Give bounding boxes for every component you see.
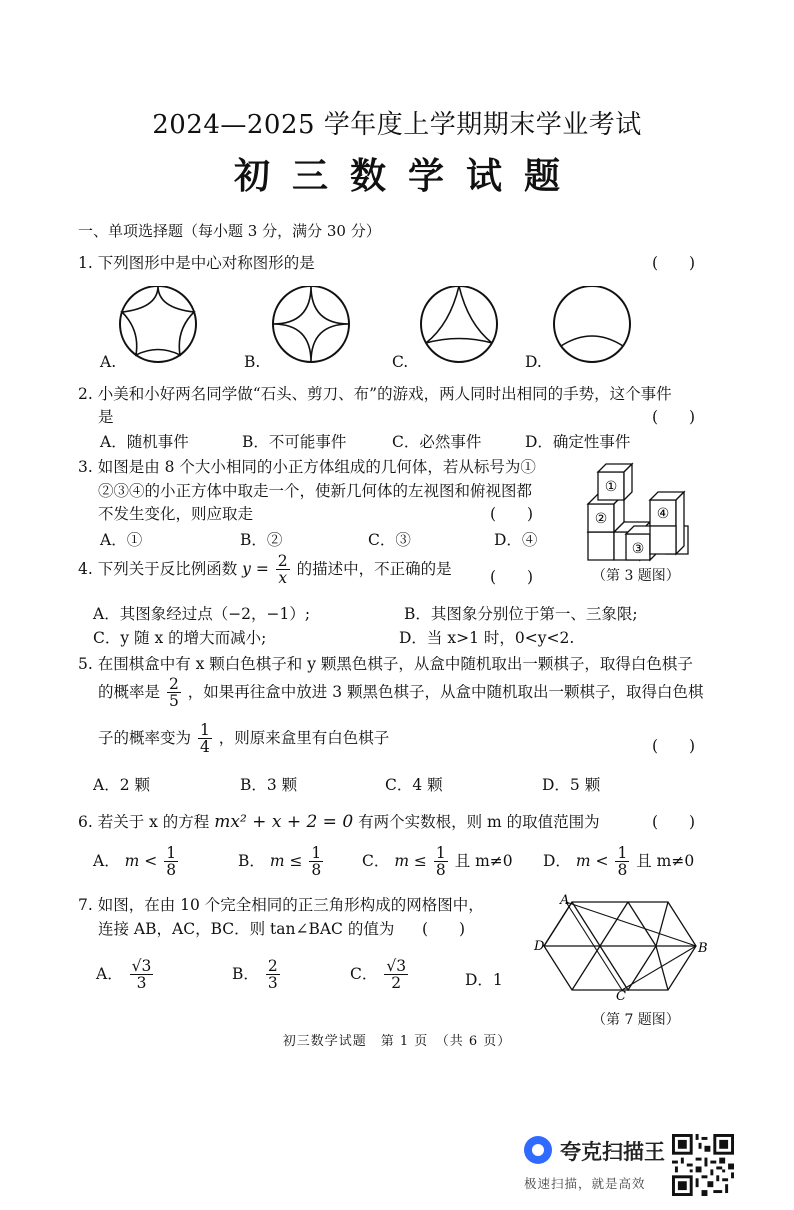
q3-cube-figure (584, 462, 694, 562)
q4-stem-pre: 4. 下列关于反比例函数 (78, 559, 238, 578)
q6-equation: mx² + x + 2 = 0 (214, 812, 354, 832)
q7-stem-line1: 7. 如图，在由 10 个完全相同的正三角形构成的网格图中， (78, 896, 484, 914)
q7-answer-paren: ( ) (422, 920, 466, 938)
q1-figures (118, 286, 638, 370)
q3-label-1: ① (604, 479, 618, 495)
q4-answer-paren: ( ) (490, 568, 534, 586)
q6-stem-post: 有两个实数根，则 m 的取值范围为 (358, 813, 600, 831)
q5-frac1-num: 2 (168, 675, 179, 693)
q6-c-den: 8 (435, 861, 446, 880)
page-footer: 初三数学试题 第 1 页 （共 6 页） (282, 1034, 512, 1049)
q2-option-b: B．不可能事件 (242, 433, 347, 451)
q5-line3-post: ，则原来盒里有白色棋子 (218, 728, 390, 747)
q4-func-fraction (276, 553, 290, 587)
q7-b-den: 3 (267, 974, 278, 993)
q7-a-den: 3 (136, 974, 147, 993)
q6-option-b (238, 845, 325, 879)
q5-stem-line2 (98, 676, 703, 710)
q5-fraction-2 (198, 722, 212, 756)
q6-c-label: C． (362, 851, 390, 870)
q2-answer-paren: ( ) (652, 408, 696, 426)
q3-option-d: D．④ (494, 531, 538, 549)
q6-a-num: 1 (166, 844, 177, 862)
q4-func-den: x (278, 569, 288, 588)
q3-answer-paren: ( ) (490, 505, 534, 523)
q1-option-d: D. (525, 353, 542, 371)
q2-stem-line2: 是 (98, 408, 114, 426)
q3-option-c: C．③ (368, 531, 411, 549)
q7-stem-line2: 连接 AB，AC，BC．则 tan∠BAC 的值为 (98, 920, 395, 938)
q4-option-c: C．y 随 x 的增大而减小; (93, 629, 267, 647)
section-heading: 一、单项选择题（每小题 3 分，满分 30 分） (78, 222, 381, 240)
q3-stem-line3: 不发生变化，则应取走 (98, 505, 254, 523)
subject-title: 初三数学试题 (233, 155, 582, 197)
q7-option-d: D．1 (465, 971, 503, 989)
q3-stem-line2: ②③④的小正方体中取走一个，使新几何体的左视图和俯视图都 (98, 482, 533, 500)
q6-d-rel: m < (575, 851, 609, 870)
q4-stem-post: 的描述中，不正确的是 (296, 559, 452, 578)
q6-d-num: 1 (617, 844, 628, 862)
q6-c-rel: m ≤ (394, 851, 427, 870)
q5-line3-pre: 子的概率变为 (98, 728, 192, 747)
q7-point-b: B (698, 941, 708, 956)
q6-b-fraction (309, 845, 323, 879)
q3-stem-line1: 3. 如图是由 8 个大小相同的小正方体组成的几何体，若从标号为① (78, 458, 536, 476)
q6-b-den: 8 (311, 861, 322, 880)
q6-d-fraction (615, 845, 629, 879)
q3-label-4: ④ (656, 506, 670, 522)
q6-option-a (93, 845, 180, 879)
q1-answer-paren: ( ) (652, 254, 696, 272)
q6-a-rel: m < (124, 851, 158, 870)
q7-b-fraction (266, 958, 280, 992)
q5-option-a: A．2 颗 (93, 776, 150, 794)
q6-a-den: 8 (166, 861, 177, 880)
q1-option-b: B. (244, 353, 261, 371)
q6-b-label: B． (238, 851, 265, 870)
q5-stem-line1: 5. 在围棋盒中有 x 颗白色棋子和 y 颗黑色棋子，从盒中随机取出一颗棋子，取得白色棋子 (78, 655, 693, 673)
scanner-watermark (520, 1134, 670, 1196)
q5-option-d: D．5 颗 (542, 776, 601, 794)
q7-b-num: 2 (267, 957, 278, 975)
q7-point-c: C (616, 989, 626, 1002)
q7-point-d: D (534, 939, 545, 954)
q1-option-c: C. (392, 353, 409, 371)
q7-c-label: C． (350, 964, 378, 983)
q7-a-fraction (130, 958, 154, 992)
q4-func-num: 2 (277, 552, 288, 570)
q5-frac1-den: 5 (168, 692, 179, 711)
q5-option-c: C．4 颗 (385, 776, 443, 794)
q3-label-3: ③ (631, 541, 645, 557)
q7-figure-caption: （第 7 题图） (592, 1012, 680, 1028)
q7-option-c (350, 958, 410, 992)
q1-option-a: A. (100, 353, 117, 371)
scanner-logo-icon (524, 1136, 552, 1164)
q5-fraction-1 (167, 676, 181, 710)
q6-d-den: 8 (617, 861, 628, 880)
q3-label-2: ② (594, 511, 608, 527)
q6-a-fraction (164, 845, 178, 879)
q5-line2-post: ，如果再往盒中放进 3 颗黑色棋子，从盒中随机取出一颗棋子，取得白色棋 (187, 682, 704, 701)
q1-stem: 1. 下列图形中是中心对称图形的是 (78, 254, 315, 272)
q3-figure-caption: （第 3 题图） (592, 568, 680, 584)
q4-option-a: A．其图象经过点（−2，−1）; (93, 605, 311, 623)
q5-frac2-den: 4 (199, 738, 210, 757)
q4-option-b: B．其图象分别位于第一、三象限; (404, 605, 638, 623)
q2-option-a: A．随机事件 (100, 433, 189, 451)
q6-option-c (362, 845, 513, 879)
q7-c-num: √3 (386, 957, 407, 975)
q6-option-d (543, 845, 694, 879)
q6-a-label: A． (93, 851, 120, 870)
q4-func-lhs: y = (242, 559, 269, 578)
q7-option-b (232, 958, 282, 992)
qr-code-icon (672, 1134, 734, 1196)
q6-c-post: 且 m≠0 (454, 851, 513, 870)
q5-answer-paren: ( ) (652, 737, 696, 755)
q1-figure-a (120, 286, 196, 362)
q5-option-b: B．3 颗 (240, 776, 298, 794)
q2-option-d: D．确定性事件 (525, 433, 631, 451)
q4-option-d: D．当 x>1 时，0<y<2. (399, 629, 575, 647)
q7-option-a (96, 958, 155, 992)
q6-c-num: 1 (435, 844, 446, 862)
q6-c-fraction (434, 845, 448, 879)
q6-answer-paren: ( ) (652, 813, 696, 831)
q7-point-a: A (560, 893, 570, 908)
q4-stem (78, 553, 452, 587)
q7-c-fraction (384, 958, 408, 992)
q2-stem-line1: 2. 小美和小好两名同学做“石头、剪刀、布”的游戏，两人同时出相同的手势，这个事件 (78, 385, 672, 403)
q6-b-num: 1 (311, 844, 322, 862)
q1-figure-b (273, 286, 349, 362)
q1-figure-d (554, 286, 630, 362)
q6-stem-pre: 6. 若关于 x 的方程 (78, 813, 210, 831)
q5-stem-line3 (98, 722, 389, 756)
q6-stem (78, 810, 600, 832)
q5-frac2-num: 1 (199, 721, 210, 739)
q7-a-label: A． (96, 964, 123, 983)
exam-title: 2024—2025 学年度上学期期末学业考试 (152, 110, 642, 140)
q1-figure-c (421, 286, 497, 362)
q2-option-c: C．必然事件 (392, 433, 482, 451)
q5-line2-pre: 的概率是 (98, 682, 161, 701)
q3-option-a: A．① (100, 531, 143, 549)
q7-b-label: B． (232, 964, 259, 983)
q7-triangle-grid-figure (530, 892, 720, 1002)
q7-c-den: 2 (391, 974, 402, 993)
q3-option-b: B．② (240, 531, 283, 549)
q6-b-rel: m ≤ (269, 851, 303, 870)
q6-d-post: 且 m≠0 (636, 851, 695, 870)
q7-a-num: √3 (131, 957, 152, 975)
scanner-tagline: 极速扫描，就是高效 (524, 1176, 646, 1191)
scanner-brand-name: 夸克扫描王 (560, 1140, 665, 1164)
q6-d-label: D． (543, 851, 571, 870)
